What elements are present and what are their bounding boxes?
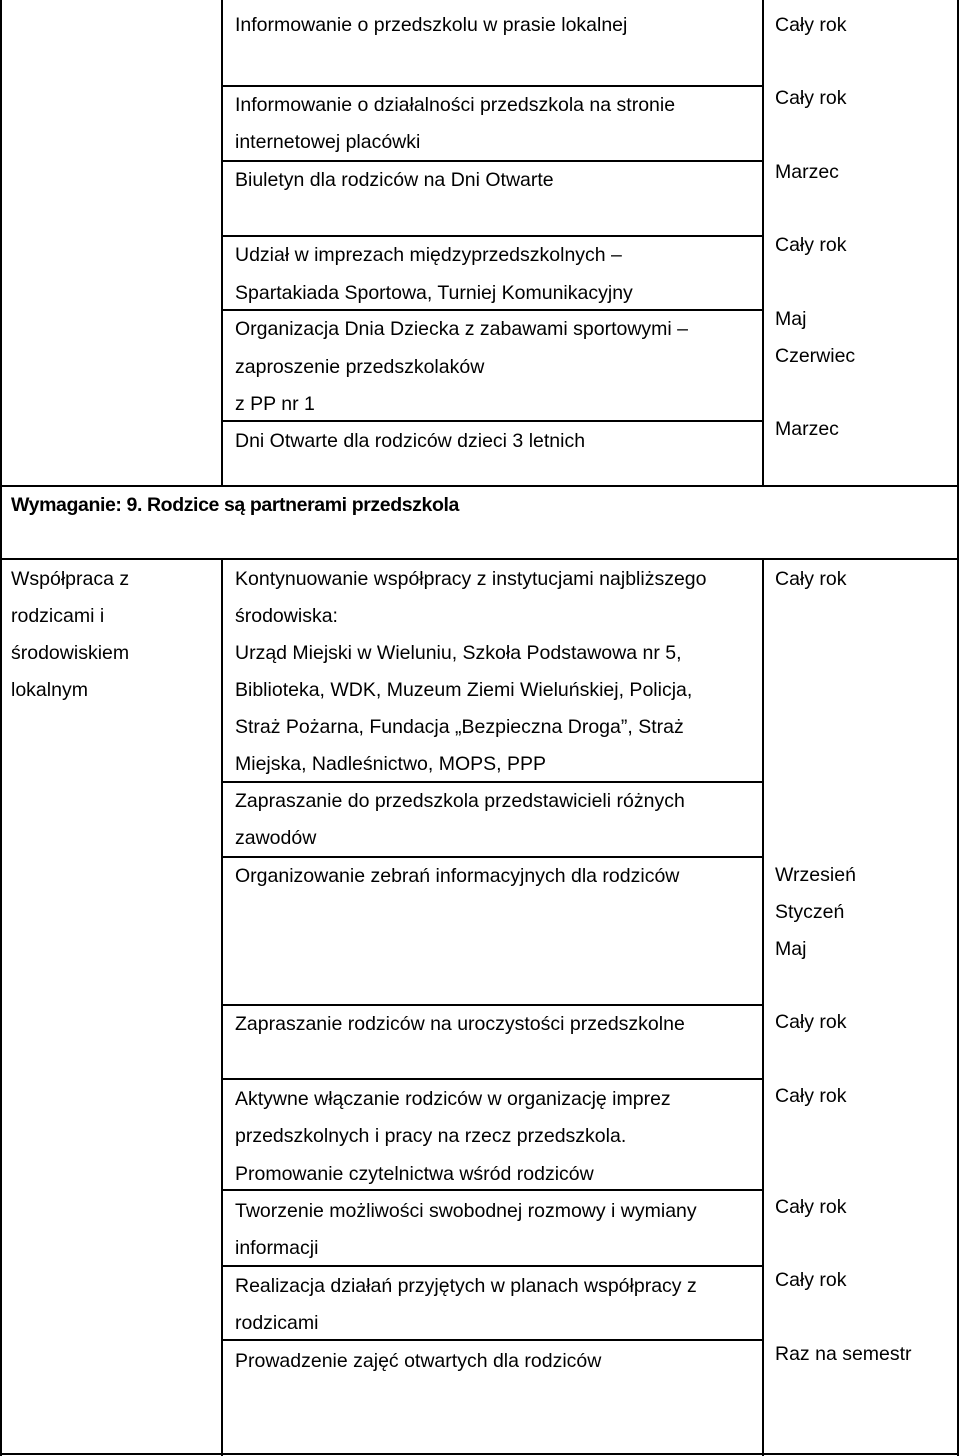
table-border-left [0,0,2,1456]
activity-text: Straż Pożarna, Fundacja „Bezpieczna Droga”, Straż [235,716,684,738]
activity-text: Organizowanie zebrań informacyjnych dla rodziców [235,865,680,887]
term-text: Raz na semestr [775,1343,912,1365]
activity-text: Prowadzenie zajęć otwartych dla rodziców [235,1350,602,1372]
column-divider-activity [221,560,223,1456]
term-text: Maj [775,938,807,960]
activity-text: Urząd Miejski w Wieluniu, Szkoła Podstawowa nr 5, [235,642,682,664]
activity-text: Tworzenie możliwości swobodnej rozmowy i wymiany [235,1200,697,1222]
area-text: środowiskiem [11,642,130,664]
activity-text: Biuletyn dla rodziców na Dni Otwarte [235,169,554,191]
activity-text: rodzicami [235,1312,319,1334]
term-text: Cały rok [775,14,847,36]
activity-text: Realizacja działań przyjętych w planach współpracy z [235,1275,697,1297]
requirement-heading: Wymaganie: 9. Rodzice są partnerami przedszkola [11,494,459,516]
activity-text: informacji [235,1237,319,1259]
term-text: Marzec [775,418,839,440]
activity-text: zaproszenie przedszkolaków [235,356,485,378]
term-text: Maj [775,308,807,330]
requirement-border-bottom [0,558,959,560]
column-divider-activity [221,0,223,487]
term-text: Cały rok [775,1085,847,1107]
term-text: Cały rok [775,87,847,109]
activity-text: z PP nr 1 [235,393,315,415]
activity-text: Aktywne włączanie rodziców w organizację imprez [235,1088,671,1110]
row-divider [221,1078,762,1080]
term-text: Cały rok [775,1011,847,1033]
column-divider-term [762,560,764,1456]
activity-text: przedszkolnych i pracy na rzecz przedszkola. [235,1125,627,1147]
activity-text: Kontynuowanie współpracy z instytucjami najbliższego [235,568,707,590]
column-divider-term [762,0,764,487]
activity-text: Informowanie o przedszkolu w prasie lokalnej [235,14,628,36]
term-text: Wrzesień [775,864,856,886]
activity-text: środowiska: [235,605,338,627]
activity-text: Spartakiada Sportowa, Turniej Komunikacyjny [235,282,633,304]
activity-text: Dni Otwarte dla rodziców dzieci 3 letnich [235,430,586,452]
term-text: Cały rok [775,1269,847,1291]
term-text: Cały rok [775,234,847,256]
area-text: Współpraca z [11,568,130,590]
term-text: Marzec [775,161,839,183]
activity-text: zawodów [235,827,317,849]
term-text: Cały rok [775,568,847,590]
activity-text: Zapraszanie do przedszkola przedstawicieli różnych [235,790,685,812]
activity-text: Organizacja Dnia Dziecka z zabawami sportowymi – [235,318,689,340]
activity-text: Informowanie o działalności przedszkola na stronie [235,94,676,116]
activity-text: Udział w imprezach międzyprzedszkolnych – [235,244,622,266]
table-border-right [957,0,959,1456]
area-text: rodzicami i [11,605,105,627]
area-text: lokalnym [11,679,88,701]
activity-text: Promowanie czytelnictwa wśród rodziców [235,1163,594,1185]
activity-text: Zapraszanie rodziców na uroczystości przedszkolne [235,1013,685,1035]
term-text: Cały rok [775,1196,847,1218]
term-text: Styczeń [775,901,845,923]
activity-text: Miejska, Nadleśnictwo, MOPS, PPP [235,753,547,775]
activity-text: Biblioteka, WDK, Muzeum Ziemi Wieluńskiej, Policja, [235,679,693,701]
table-border-bottom [0,1453,959,1455]
activity-text: internetowej placówki [235,131,421,153]
term-text: Czerwiec [775,345,856,367]
